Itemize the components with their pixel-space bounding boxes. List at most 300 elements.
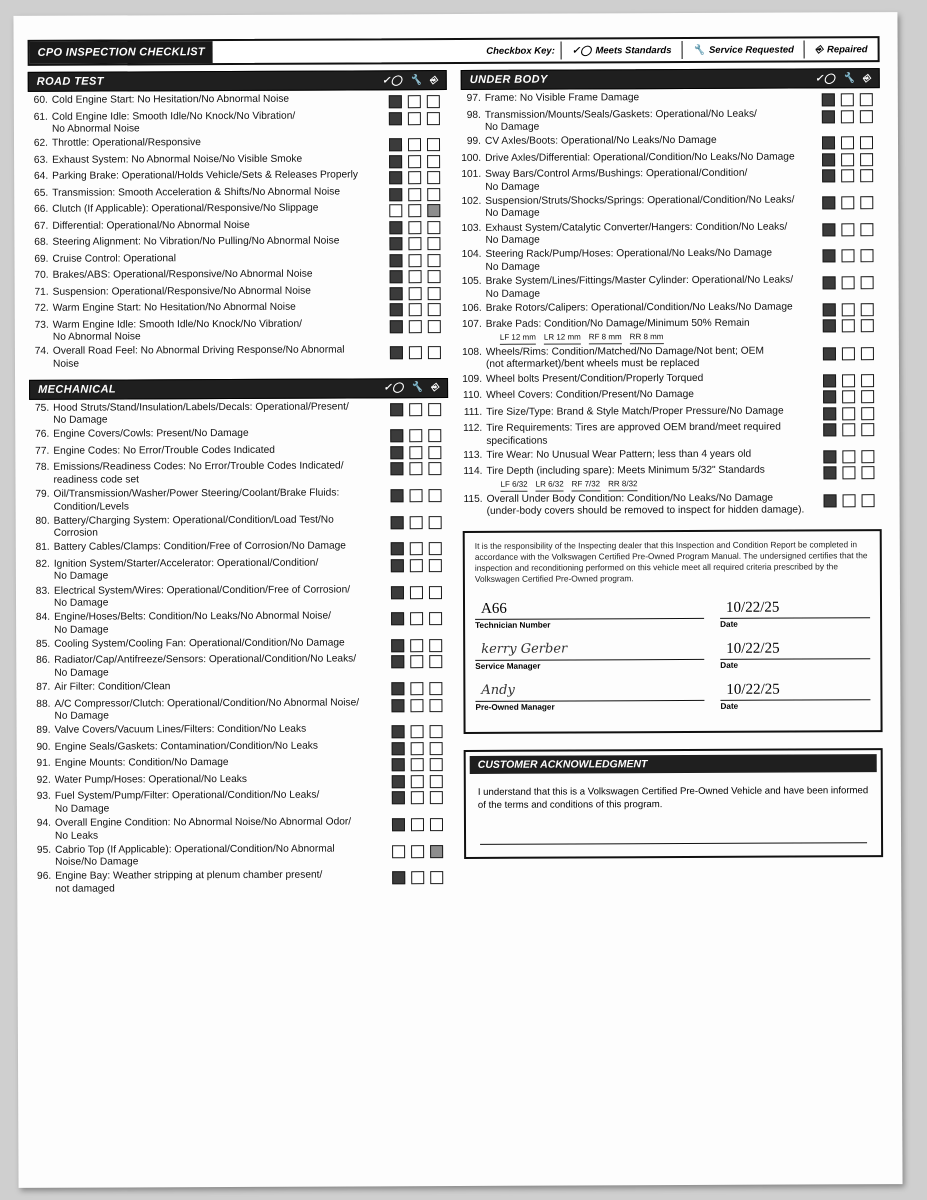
measurement-value[interactable]: LF 12 mm	[500, 331, 536, 345]
checkbox-repaired[interactable]	[429, 639, 442, 652]
checkbox-group	[391, 653, 449, 668]
checkbox-meets-standards[interactable]	[389, 221, 402, 234]
item-number: 79.	[35, 488, 50, 500]
item-text	[487, 492, 824, 519]
checkbox-meets-standards[interactable]	[389, 204, 402, 217]
item-text-line: CV Axles/Boots: Operational/No Leaks/No Damage	[484, 135, 717, 148]
checkbox-repaired[interactable]	[430, 725, 443, 738]
checkbox-service-requested[interactable]	[411, 725, 424, 738]
checkbox-repaired[interactable]	[429, 559, 442, 572]
checkbox-group	[823, 405, 881, 420]
item-text	[53, 444, 390, 458]
checkbox-repaired[interactable]	[427, 237, 440, 250]
checkbox-repaired[interactable]	[861, 466, 874, 479]
item-text-line: A/C Compressor/Clutch: Operational/Condition/No Abnormal Noise/	[54, 696, 360, 710]
checkbox-group	[390, 444, 448, 459]
checkbox-repaired[interactable]	[427, 138, 440, 151]
item-text-line: Hood Struts/Stand/Insulation/Labels/Decals: Operational/Present/	[53, 401, 349, 414]
checkbox-service-requested[interactable]	[841, 196, 854, 209]
checkbox-repaired[interactable]	[430, 791, 443, 804]
checkbox-repaired[interactable]	[860, 153, 873, 166]
item-text-line: Cruise Control: Operational	[52, 252, 176, 265]
checkbox-meets-standards[interactable]	[390, 287, 403, 300]
checkbox-service-requested[interactable]	[408, 155, 421, 168]
checkbox-meets-standards[interactable]	[392, 845, 405, 858]
service-manager-signature-field[interactable]	[475, 639, 704, 661]
item-text-line: Differential: Operational/No Abnormal Noise	[52, 219, 250, 232]
checkbox-service-requested[interactable]	[409, 403, 422, 416]
preowned-manager-date-field[interactable]	[720, 679, 870, 701]
checkbox-meets-standards[interactable]	[823, 450, 836, 463]
checkbox-service-requested[interactable]	[841, 136, 854, 149]
item-text	[485, 168, 822, 195]
checkbox-service-requested[interactable]	[411, 758, 424, 771]
checkbox-repaired[interactable]	[430, 845, 443, 858]
checkbox-service-requested[interactable]	[410, 682, 423, 695]
checkbox-meets-standards[interactable]	[823, 467, 836, 480]
item-text-subline: Corrosion	[53, 527, 98, 539]
checkbox-meets-standards[interactable]	[392, 872, 405, 885]
checklist-row	[30, 653, 449, 680]
checkbox-meets-standards[interactable]	[392, 818, 405, 831]
checkbox-service-requested[interactable]	[408, 221, 421, 234]
checkbox-group	[822, 151, 880, 166]
checkbox-repaired[interactable]	[428, 287, 441, 300]
item-text-subline: No Leaks	[55, 830, 99, 842]
checklist-row	[463, 492, 882, 519]
checkbox-service-requested[interactable]	[841, 153, 854, 166]
checkbox-meets-standards[interactable]	[391, 559, 404, 572]
checkbox-service-requested[interactable]	[841, 93, 854, 106]
checkbox-repaired[interactable]	[861, 423, 874, 436]
checkbox-meets-standards[interactable]	[389, 155, 402, 168]
item-text	[54, 697, 391, 724]
checkbox-service-requested[interactable]	[842, 407, 855, 420]
certification-text: It is the responsibility of the Inspecting dealer that this Inspection and Condition Report be completed in accordance with the Volkswagen Certified Pre-Owned Program Manual. The undersigned certifies that the inspection and reconditioning performed on this vehicle meet all required criteria prescribed by the Volkswagen Certified Pre-Owned program.	[474, 539, 868, 584]
item-text-line: Frame: No Visible Frame Damage	[484, 92, 640, 104]
measurement-value[interactable]: LR 12 mm	[544, 331, 581, 345]
checkbox-repaired[interactable]	[427, 95, 440, 108]
checkbox-meets-standards[interactable]	[822, 153, 835, 166]
item-text	[486, 372, 823, 386]
checkbox-service-requested[interactable]	[411, 791, 424, 804]
checkbox-service-requested[interactable]	[408, 112, 421, 125]
item-text-subline: No Damage	[54, 710, 109, 722]
item-text	[486, 388, 823, 402]
checkbox-service-requested[interactable]	[411, 742, 424, 755]
section-header-road-test	[28, 70, 447, 92]
checkbox-repaired[interactable]	[430, 742, 443, 755]
checkbox-service-requested[interactable]	[410, 559, 423, 572]
section-title-road-test: ROAD TEST	[36, 75, 104, 88]
checkbox-repaired[interactable]	[428, 403, 441, 416]
checkbox-service-requested[interactable]	[409, 287, 422, 300]
item-number: 107.	[461, 319, 482, 331]
checkbox-meets-standards[interactable]	[391, 543, 404, 556]
item-text-subline: No Damage	[54, 667, 109, 679]
checkbox-service-requested[interactable]	[409, 462, 422, 475]
checkbox-repaired[interactable]	[429, 489, 442, 502]
checkbox-service-requested[interactable]	[410, 639, 423, 652]
checkbox-meets-standards[interactable]	[823, 423, 836, 436]
checkbox-repaired[interactable]	[429, 542, 442, 555]
checkbox-repaired[interactable]	[861, 450, 874, 463]
checkbox-repaired[interactable]	[860, 196, 873, 209]
item-text	[52, 252, 389, 266]
checkbox-meets-standards[interactable]	[823, 347, 836, 360]
checkbox-service-requested[interactable]	[408, 254, 421, 267]
item-text	[52, 136, 389, 150]
checkbox-group	[389, 169, 447, 184]
checkbox-repaired[interactable]	[860, 136, 873, 149]
checklist-row	[462, 301, 881, 318]
section-header-under-body	[461, 68, 880, 90]
item-text-line: Wheels/Rims: Condition/Matched/No Damage/Not bent; OEM	[485, 345, 764, 358]
checkbox-repaired[interactable]	[861, 374, 874, 387]
checkbox-meets-standards[interactable]	[389, 138, 402, 151]
preowned-manager-date-label: Date	[720, 701, 739, 711]
item-text-line: Cabrio Top (If Applicable): Operational/Condition/No Abnormal	[55, 843, 335, 856]
item-number: 61.	[33, 111, 48, 123]
item-number: 65.	[34, 187, 49, 199]
wrench-icon: 🔧	[842, 72, 856, 84]
checkbox-service-requested[interactable]	[411, 818, 424, 831]
checkbox-group	[390, 318, 448, 333]
checkbox-meets-standards[interactable]	[823, 319, 836, 332]
checkbox-service-requested[interactable]	[410, 586, 423, 599]
item-text-line: Water Pump/Hoses: Operational/No Leaks	[54, 773, 247, 786]
item-text-subline: No Damage	[484, 121, 540, 133]
checklist-row	[29, 460, 448, 487]
checkbox-repaired[interactable]	[429, 655, 442, 668]
item-number: 91.	[36, 758, 51, 770]
item-text-subline: No Damage	[54, 803, 110, 815]
checkbox-service-requested[interactable]	[409, 303, 422, 316]
checkbox-meets-standards[interactable]	[822, 110, 835, 123]
checkbox-repaired[interactable]	[428, 303, 441, 316]
wrench-icon: 🔧	[692, 44, 705, 56]
checkbox-service-requested[interactable]	[411, 775, 424, 788]
preowned-manager-date-value: 10/22/25	[726, 681, 780, 698]
checkbox-meets-standards[interactable]	[392, 775, 405, 788]
checkbox-group	[391, 540, 449, 555]
item-text-line: Steering Alignment: No Vibration/No Pulling/No Abnormal Noise	[52, 235, 340, 248]
checkbox-repaired[interactable]	[430, 818, 443, 831]
checkbox-group	[822, 194, 880, 209]
item-text-subline: No Damage	[54, 624, 109, 636]
checkbox-repaired[interactable]	[427, 254, 440, 267]
checkbox-repaired[interactable]	[430, 775, 443, 788]
checkbox-meets-standards[interactable]	[389, 112, 402, 125]
checkbox-service-requested[interactable]	[842, 303, 855, 316]
checkbox-meets-standards[interactable]	[823, 276, 836, 289]
checklist-row	[30, 487, 449, 514]
checklist-row	[28, 136, 447, 153]
item-text-line: Clutch (If Applicable): Operational/Responsive/No Slippage	[52, 202, 319, 215]
checkbox-service-requested[interactable]	[841, 223, 854, 236]
checkbox-meets-standards[interactable]	[392, 791, 405, 804]
checkbox-repaired[interactable]	[427, 221, 440, 234]
customer-signature-line[interactable]	[480, 828, 867, 845]
checkbox-meets-standards[interactable]	[390, 320, 403, 333]
checkbox-repaired[interactable]	[430, 758, 443, 771]
measurement-value[interactable]: RR 8/32	[608, 478, 637, 492]
item-number: 94.	[36, 817, 51, 829]
item-text-line: Wheel bolts Present/Condition/Properly Torqued	[486, 372, 704, 385]
checkbox-group	[823, 317, 881, 332]
checkbox-meets-standards[interactable]	[391, 489, 404, 502]
checkbox-meets-standards[interactable]	[823, 303, 836, 316]
checkbox-meets-standards[interactable]	[392, 725, 405, 738]
checkbox-meets-standards[interactable]	[823, 407, 836, 420]
checkbox-service-requested[interactable]	[410, 656, 423, 669]
checkbox-repaired[interactable]	[860, 223, 873, 236]
item-number: 68.	[34, 236, 49, 249]
checkbox-repaired[interactable]	[429, 612, 442, 625]
measurement-value[interactable]: RF 8 mm	[589, 331, 622, 345]
measurement-value[interactable]: LR 6/32	[536, 478, 564, 492]
checklist-row	[29, 301, 448, 318]
checkbox-service-requested[interactable]	[841, 169, 854, 182]
item-text-line: Valve Covers/Vacuum Lines/Filters: Condition/No Leaks	[54, 723, 307, 737]
checkbox-meets-standards[interactable]	[392, 758, 405, 771]
item-text-line: Battery Cables/Clamps: Condition/Free of Corrosion/No Damage	[53, 540, 346, 554]
checkbox-service-requested[interactable]	[842, 390, 855, 403]
checkbox-repaired[interactable]	[860, 249, 873, 262]
checkbox-service-requested[interactable]	[408, 188, 421, 201]
checkbox-meets-standards[interactable]	[823, 390, 836, 403]
checkbox-service-requested[interactable]	[408, 204, 421, 217]
checkbox-repaired[interactable]	[428, 346, 441, 359]
checkbox-meets-standards[interactable]	[390, 403, 403, 416]
item-number: 74.	[34, 346, 49, 358]
checkbox-service-requested[interactable]	[842, 374, 855, 387]
checkbox-meets-standards[interactable]	[391, 639, 404, 652]
checkbox-meets-standards[interactable]	[391, 586, 404, 599]
checkbox-repaired[interactable]	[862, 494, 875, 507]
checkbox-repaired[interactable]	[429, 699, 442, 712]
checklist-row	[31, 756, 450, 773]
checkbox-group	[823, 448, 881, 463]
checkbox-meets-standards[interactable]	[391, 682, 404, 695]
checkbox-repaired[interactable]	[427, 188, 440, 201]
checkbox-service-requested[interactable]	[411, 845, 424, 858]
checkbox-service-requested[interactable]	[409, 429, 422, 442]
checkbox-meets-standards[interactable]	[390, 303, 403, 316]
checkbox-meets-standards[interactable]	[823, 374, 836, 387]
item-text	[53, 285, 390, 299]
checkbox-repaired[interactable]	[427, 112, 440, 125]
checkbox-meets-standards[interactable]	[390, 270, 403, 283]
item-text-line: Steering Rack/Pump/Hoses: Operational/No Leaks/No Damage	[485, 247, 773, 261]
item-text	[485, 151, 822, 165]
item-number: 101.	[461, 169, 482, 181]
checkbox-repaired[interactable]	[427, 171, 440, 184]
checkbox-meets-standards[interactable]	[822, 170, 835, 183]
checkbox-repaired[interactable]	[860, 110, 873, 123]
item-number: 102.	[461, 195, 482, 207]
checklist-row	[31, 816, 450, 843]
checkbox-meets-standards[interactable]	[822, 250, 835, 263]
measurement-value[interactable]: RR 8 mm	[630, 331, 664, 345]
preowned-manager-signature-field[interactable]	[475, 680, 704, 702]
checkbox-meets-standards[interactable]	[389, 254, 402, 267]
checklist-row	[28, 169, 447, 186]
checkbox-meets-standards[interactable]	[822, 93, 835, 106]
checklist-row	[462, 372, 881, 389]
signature-row-service-manager	[475, 638, 870, 679]
checkbox-service-requested[interactable]	[842, 319, 855, 332]
checkbox-repaired[interactable]	[429, 516, 442, 529]
customer-acknowledgment-box	[464, 748, 883, 859]
checkbox-service-requested[interactable]	[409, 446, 422, 459]
key-meets-standards-label: Meets Standards	[595, 44, 672, 56]
checkbox-group	[392, 773, 450, 788]
item-number: 72.	[34, 302, 49, 315]
checkbox-service-requested[interactable]	[842, 450, 855, 463]
item-text	[54, 610, 391, 637]
technician-number-field[interactable]	[475, 598, 704, 620]
checkbox-service-requested[interactable]	[842, 423, 855, 436]
checkbox-repaired[interactable]	[428, 462, 441, 475]
checklist-row	[461, 91, 880, 108]
checkbox-repaired[interactable]	[427, 204, 440, 217]
checkbox-service-requested[interactable]	[408, 138, 421, 151]
item-number: 109.	[462, 373, 483, 385]
checkbox-repaired[interactable]	[428, 429, 441, 442]
checkbox-meets-standards[interactable]	[389, 171, 402, 184]
checkbox-group	[389, 93, 447, 108]
item-text	[53, 345, 390, 372]
checkbox-meets-standards[interactable]	[390, 462, 403, 475]
item-text-subline: not damaged	[55, 883, 115, 895]
checkbox-group	[822, 167, 880, 182]
checkbox-meets-standards[interactable]	[390, 429, 403, 442]
item-text	[485, 194, 822, 221]
checkbox-meets-standards[interactable]	[822, 196, 835, 209]
checkbox-repaired[interactable]	[427, 155, 440, 168]
checkbox-meets-standards[interactable]	[391, 612, 404, 625]
checkbox-repaired[interactable]	[861, 276, 874, 289]
preowned-manager-label: Pre-Owned Manager	[475, 702, 555, 712]
checkbox-group	[822, 221, 880, 236]
item-text	[486, 405, 823, 419]
signature-row-preowned-manager	[475, 679, 870, 720]
checkbox-service-requested[interactable]	[841, 250, 854, 263]
checkbox-meets-standards[interactable]	[389, 237, 402, 250]
checkbox-meets-standards[interactable]	[390, 446, 403, 459]
item-text	[485, 248, 822, 275]
left-column	[28, 70, 451, 898]
repaired-icon: ⎆	[814, 43, 823, 55]
item-text	[55, 790, 392, 817]
checklist-row	[461, 108, 880, 135]
checkbox-repaired[interactable]	[860, 93, 873, 106]
checkbox-service-requested[interactable]	[842, 276, 855, 289]
checkbox-meets-standards[interactable]	[391, 699, 404, 712]
item-text-line: Battery/Charging System: Operational/Condition/Load Test/No	[53, 514, 334, 527]
checkbox-service-requested[interactable]	[841, 110, 854, 123]
checkbox-repaired[interactable]	[429, 586, 442, 599]
checkbox-meets-standards[interactable]	[389, 188, 402, 201]
checkbox-service-requested[interactable]	[842, 347, 855, 360]
checkbox-repaired[interactable]	[428, 320, 441, 333]
checklist-row	[31, 740, 450, 757]
checkbox-meets-standards[interactable]	[390, 347, 403, 360]
checkbox-repaired[interactable]	[428, 446, 441, 459]
checklist-row	[461, 221, 880, 248]
service-manager-date-value: 10/22/25	[726, 640, 780, 657]
item-text-line: Engine Mounts: Condition/No Damage	[54, 757, 229, 770]
item-number: 87.	[36, 681, 51, 693]
checkbox-service-requested[interactable]	[409, 320, 422, 333]
item-number: 108.	[462, 346, 482, 358]
measurement-value[interactable]: LF 6/32	[500, 478, 527, 492]
checkbox-service-requested[interactable]	[410, 612, 423, 625]
item-text	[485, 221, 822, 248]
checkbox-service-requested[interactable]	[408, 171, 421, 184]
checkbox-group	[389, 153, 447, 168]
checkbox-meets-standards[interactable]	[391, 516, 404, 529]
checkbox-service-requested[interactable]	[411, 871, 424, 884]
checkbox-service-requested[interactable]	[410, 542, 423, 555]
checkbox-repaired[interactable]	[430, 871, 443, 884]
checkbox-meets-standards[interactable]	[389, 95, 402, 108]
checkbox-service-requested[interactable]	[843, 494, 856, 507]
checkbox-meets-standards[interactable]	[391, 656, 404, 669]
measurement-value[interactable]: RF 7/32	[572, 478, 601, 492]
item-text-line: Suspension: Operational/Responsive/No Abnormal Noise	[52, 285, 311, 298]
checkbox-service-requested[interactable]	[409, 347, 422, 360]
checkbox-repaired[interactable]	[428, 270, 441, 283]
item-text-line: Electrical System/Wires: Operational/Condition/Free of Corrosion/	[53, 583, 351, 597]
checkbox-meets-standards[interactable]	[822, 137, 835, 150]
checkbox-service-requested[interactable]	[408, 237, 421, 250]
checkbox-service-requested[interactable]	[410, 516, 423, 529]
item-number: 100.	[461, 152, 482, 164]
checklist-row	[31, 869, 450, 896]
checkbox-meets-standards[interactable]	[822, 223, 835, 236]
checkbox-service-requested[interactable]	[410, 699, 423, 712]
item-text	[54, 541, 391, 555]
checkbox-repaired[interactable]	[861, 319, 874, 332]
checkbox-repaired[interactable]	[860, 169, 873, 182]
checkbox-service-requested[interactable]	[410, 489, 423, 502]
checkbox-repaired[interactable]	[861, 390, 874, 403]
checkbox-group	[823, 388, 881, 403]
item-number: 98.	[466, 109, 481, 121]
checkbox-repaired[interactable]	[861, 347, 874, 360]
checkbox-group	[390, 268, 448, 283]
page-title: CPO INSPECTION CHECKLIST	[30, 41, 213, 64]
key-service-requested-label: Service Requested	[708, 44, 794, 56]
checkbox-repaired[interactable]	[861, 407, 874, 420]
service-manager-date-field[interactable]	[720, 638, 870, 660]
checkbox-meets-standards[interactable]	[824, 494, 837, 507]
service-manager-label: Service Manager	[475, 661, 541, 671]
item-text-line: Fuel System/Pump/Filter: Operational/Condition/No Leaks/	[54, 789, 320, 803]
checkbox-repaired[interactable]	[429, 682, 442, 695]
checkbox-meets-standards[interactable]	[392, 742, 405, 755]
checkbox-group	[392, 740, 450, 755]
checkbox-service-requested[interactable]	[842, 466, 855, 479]
checkbox-repaired[interactable]	[861, 303, 874, 316]
item-text	[53, 301, 390, 315]
item-text	[485, 135, 822, 149]
technician-date-field[interactable]	[720, 597, 870, 619]
checkbox-service-requested[interactable]	[408, 95, 421, 108]
checkbox-service-requested[interactable]	[409, 270, 422, 283]
